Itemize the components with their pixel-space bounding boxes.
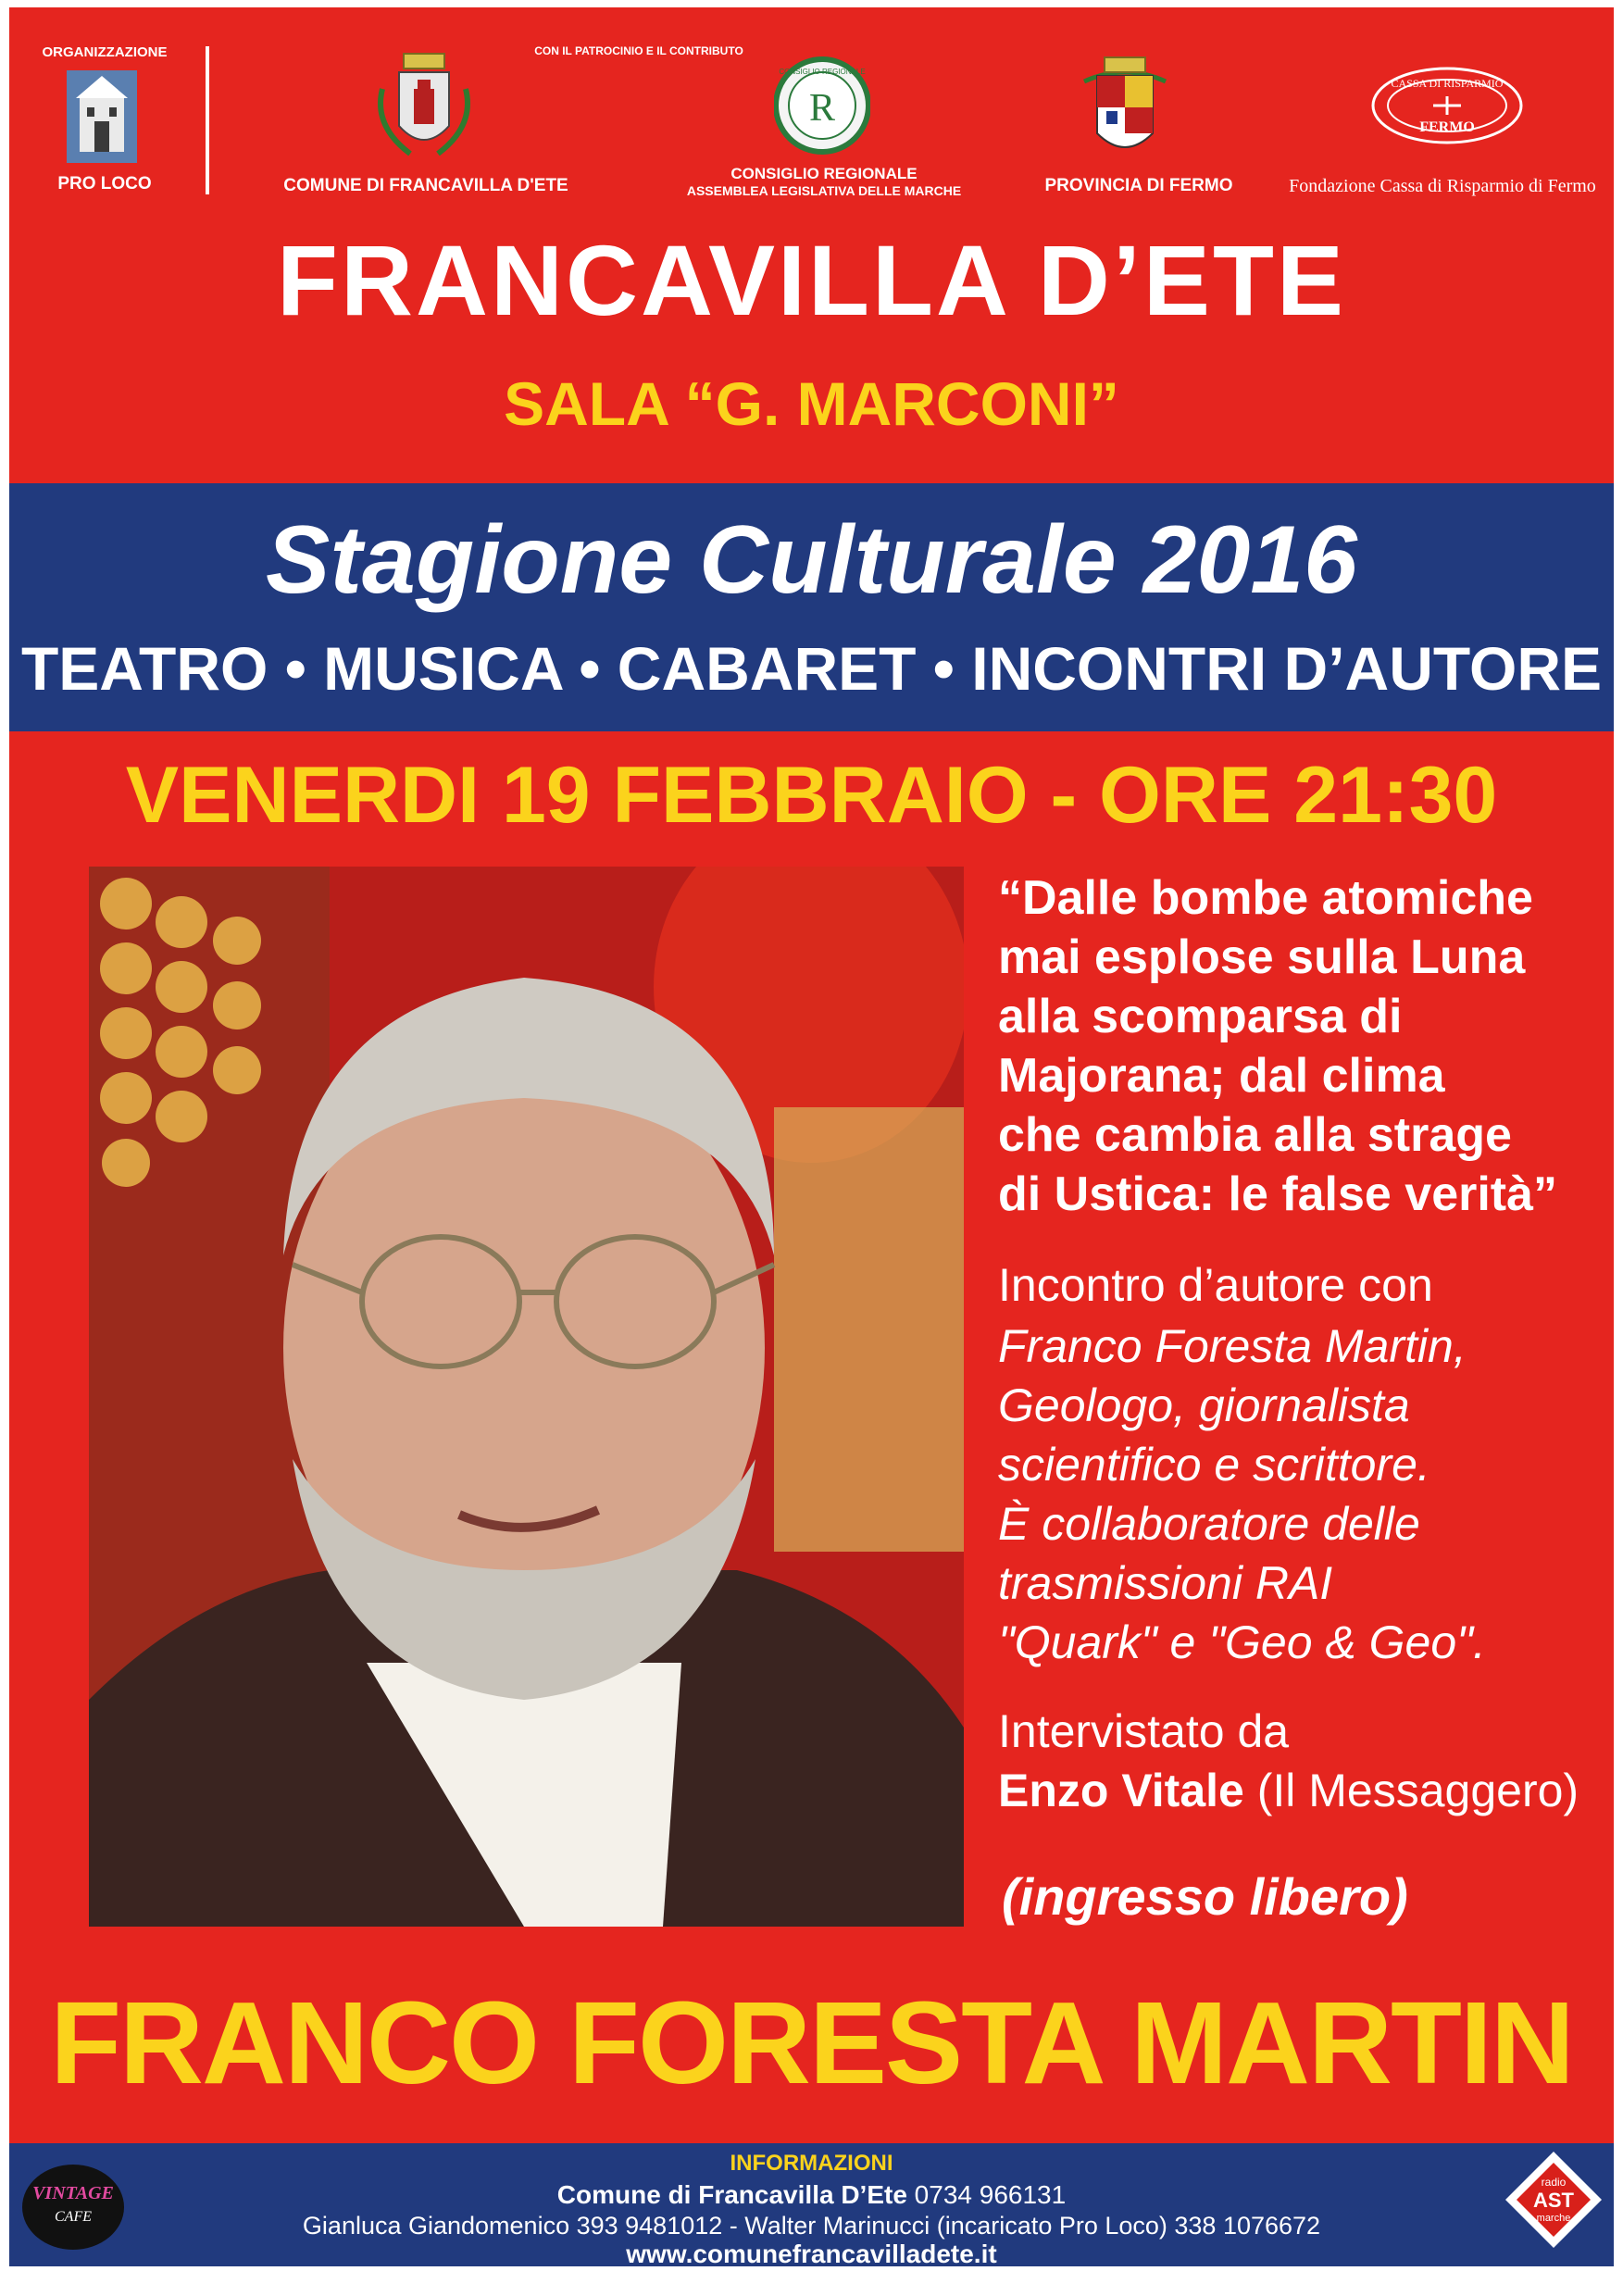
pro-loco-label: PRO LOCO xyxy=(57,174,152,193)
comune-contact-name: Comune di Francavilla D’Ete xyxy=(556,2180,907,2209)
interviewer-outlet: (Il Messaggero) xyxy=(1243,1765,1579,1816)
info-heading: INFORMAZIONI xyxy=(730,2151,893,2176)
bio-line: "Quark" e "Geo & Geo". xyxy=(998,1616,1486,1668)
cassa-risparmio-logo-icon xyxy=(1368,63,1526,148)
consiglio-label-1: CONSIGLIO REGIONALE xyxy=(730,165,918,182)
speaker-bio xyxy=(998,1316,1486,1672)
comune-crest-icon xyxy=(373,52,475,163)
seal-letter: R xyxy=(808,87,836,130)
cassa-fermo: FERMO xyxy=(1419,119,1475,135)
cassa-text: CASSA DI RISPARMIO xyxy=(1391,77,1504,90)
talk-title-quote xyxy=(998,868,1557,1224)
pro-loco-logo xyxy=(67,70,137,163)
radio-logo-mid: AST xyxy=(1533,2189,1574,2212)
consiglio-regionale-seal-icon xyxy=(774,52,870,161)
provincia-crest-icon xyxy=(1079,54,1171,163)
bio-line: trasmissioni RAI xyxy=(998,1557,1333,1609)
bio-line: Franco Foresta Martin, xyxy=(998,1320,1467,1372)
bio-line: È collaboratore delle xyxy=(998,1498,1420,1550)
speaker-name: FRANCO FORESTA MARTIN xyxy=(50,1978,1573,2108)
speaker-portrait-photo xyxy=(89,867,964,1927)
quote-line: che cambia alla strage xyxy=(998,1108,1512,1162)
info-line-2: Gianluca Giandomenico 393 9481012 - Walter Marinucci (incaricato Pro Loco) 338 1076672 xyxy=(302,2212,1321,2240)
vintage-logo-text: VINTAGE xyxy=(32,2183,114,2203)
radio-logo-bottom: marche xyxy=(1536,2213,1571,2224)
sponsor-divider xyxy=(206,46,209,194)
event-intro: Incontro d’autore con xyxy=(998,1259,1433,1311)
website-link[interactable]: www.comunefrancavilladete.it xyxy=(626,2240,997,2268)
seal-text: CONSIGLIO REGIONALE xyxy=(779,68,866,76)
interviewer-line xyxy=(998,1761,1579,1820)
cafe-logo-text: CAFE xyxy=(55,2209,92,2225)
radio-logo-top: radio xyxy=(1541,2176,1567,2189)
comune-label: COMUNE DI FRANCAVILLA D'ETE xyxy=(283,176,568,195)
bio-line: Geologo, giornalista xyxy=(998,1379,1410,1431)
season-title: Stagione Culturale 2016 xyxy=(265,506,1358,614)
venue-title: SALA “G. MARCONI” xyxy=(504,369,1119,438)
vintage-cafe-logo xyxy=(22,2165,124,2250)
organizzazione-label: ORGANIZZAZIONE xyxy=(42,44,168,60)
entry-note: (ingresso libero) xyxy=(1002,1867,1408,1926)
interviewer-name: Enzo Vitale xyxy=(998,1765,1244,1816)
event-datetime: VENERDI 19 FEBBRAIO - ORE 21:30 xyxy=(125,751,1498,840)
patrocinio-label: CON IL PATROCINIO E IL CONTRIBUTO xyxy=(534,44,743,57)
fondazione-label: Fondazione Cassa di Risparmio di Fermo xyxy=(1289,176,1596,196)
quote-line: mai esplose sulla Luna xyxy=(998,930,1526,984)
quote-line: alla scomparsa di xyxy=(998,990,1403,1043)
radio-ast-logo xyxy=(1504,2150,1604,2250)
info-footer xyxy=(9,2143,1614,2266)
interview-label: Intervistato da xyxy=(998,1705,1290,1757)
consiglio-label-2: ASSEMBLEA LEGISLATIVA DELLE MARCHE xyxy=(686,183,962,198)
info-line-1 xyxy=(9,2180,1614,2210)
quote-line: “Dalle bombe atomiche xyxy=(998,871,1533,925)
town-title: FRANCAVILLA D’ETE xyxy=(277,224,1346,336)
quote-line: di Ustica: le false verità” xyxy=(998,1167,1558,1221)
quote-line: Majorana; dal clima xyxy=(998,1049,1445,1103)
season-categories: TEATRO • MUSICA • CABARET • INCONTRI D’AUTORE xyxy=(20,634,1603,703)
comune-contact-phone: 0734 966131 xyxy=(906,2180,1067,2209)
bio-line: scientifico e scrittore. xyxy=(998,1439,1430,1491)
provincia-label: PROVINCIA DI FERMO xyxy=(1044,176,1233,195)
